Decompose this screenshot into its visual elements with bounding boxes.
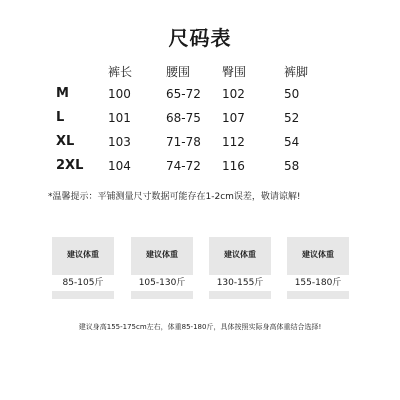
table-cell: 58 <box>284 159 300 173</box>
table-cell: 104 <box>108 159 131 173</box>
height-weight-note: 建议身高155-175cm左右，体重85-180斤，具体按照实际身高体重结合选择! <box>78 323 322 331</box>
table-cell: 65-72 <box>166 87 201 101</box>
size-label: M <box>56 86 69 101</box>
weight-card-range: 85-105斤 <box>46 275 120 291</box>
table-row <box>56 132 346 156</box>
weight-card-label: 建议体重 <box>146 250 178 259</box>
table-cell: 50 <box>284 87 300 101</box>
table-row <box>56 156 346 180</box>
table-cell: 52 <box>284 111 300 125</box>
weight-card-label: 建议体重 <box>302 250 334 259</box>
weight-card-range: 105-130斤 <box>125 275 199 291</box>
table-cell: 102 <box>222 87 245 101</box>
table-cell: 71-78 <box>166 135 201 149</box>
table-cell: 68-75 <box>166 111 201 125</box>
size-label: 2XL <box>56 158 84 173</box>
measurement-tip: *温馨提示：平铺测量尺寸数据可能存在1-2cm误差，敬请谅解! <box>48 192 301 202</box>
table-row <box>56 108 346 132</box>
header-pants-length: 裤长 <box>108 65 133 79</box>
table-row <box>56 84 346 108</box>
weight-card-range: 130-155斤 <box>203 275 277 291</box>
size-label: XL <box>56 134 75 149</box>
table-cell: 54 <box>284 135 300 149</box>
header-waist: 腰围 <box>166 65 191 79</box>
table-cell: 116 <box>222 159 245 173</box>
weight-card-label: 建议体重 <box>67 250 99 259</box>
weight-card <box>287 237 349 299</box>
table-cell: 112 <box>222 135 245 149</box>
table-header-row <box>56 62 346 84</box>
weight-cards <box>52 237 352 299</box>
header-leg-opening: 裤脚 <box>284 65 309 79</box>
table-cell: 107 <box>222 111 245 125</box>
table-cell: 74-72 <box>166 159 201 173</box>
table-cell: 103 <box>108 135 131 149</box>
weight-card <box>209 237 271 299</box>
size-table <box>56 62 346 180</box>
size-label: L <box>56 110 65 125</box>
table-cell: 100 <box>108 87 131 101</box>
weight-card-range: 155-180斤 <box>281 275 355 291</box>
weight-card <box>52 237 114 299</box>
header-hip: 臀围 <box>222 65 247 79</box>
weight-card-label: 建议体重 <box>224 250 256 259</box>
weight-card <box>131 237 193 299</box>
page-title: 尺码表 <box>168 26 232 50</box>
table-cell: 101 <box>108 111 131 125</box>
